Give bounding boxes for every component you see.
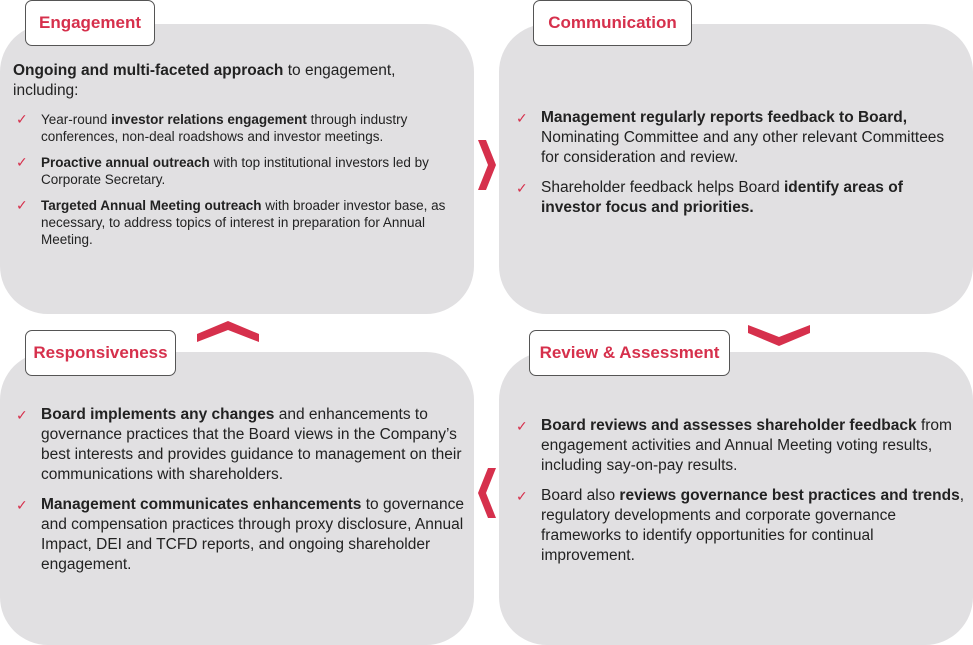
check-icon: ✓: [16, 497, 28, 513]
communication-list: [513, 108, 965, 218]
item-bold: investor relations engagement: [111, 112, 307, 127]
chevron-down-icon: [748, 323, 810, 347]
item-bold: Board reviews and assesses shareholder feedback: [541, 417, 917, 434]
review-assessment-list: [513, 416, 965, 566]
engagement-title: Engagement: [25, 0, 155, 46]
list-item: [13, 111, 465, 145]
check-icon: ✓: [516, 110, 528, 126]
check-icon: ✓: [516, 180, 528, 196]
item-bold: identify areas of investor focus and priorities.: [541, 179, 903, 216]
item-bold: Management communicates enhancements: [41, 496, 362, 513]
engagement-intro-bold: Ongoing and multi-faceted approach: [13, 62, 284, 79]
check-icon: ✓: [16, 154, 28, 170]
item-text: to governance and compensation practices through proxy disclosure, Annual Impact, DEI and TCFD reports, and ongoing shareholder engagement.: [41, 496, 464, 573]
item-bold: Proactive annual outreach: [41, 155, 210, 170]
list-item: [513, 178, 965, 218]
item-text: Board also: [541, 487, 620, 504]
item-text: and enhancements to governance practices that the Board views in the Company’s best interests and provides guidance to management on their communications with shareholders.: [41, 406, 462, 483]
item-text: , regulatory developments and corporate governance frameworks to identify opportunities for continual improvement.: [541, 487, 965, 564]
check-icon: ✓: [16, 197, 28, 213]
item-text: from engagement activities and Annual Meeting voting results, including say-on-pay results.: [541, 417, 952, 474]
item-bold: Targeted Annual Meeting outreach: [41, 198, 262, 213]
item-text: Nominating Committee and any other relevant Committees for consideration and review.: [541, 129, 945, 166]
check-icon: ✓: [516, 488, 528, 504]
communication-content: [513, 108, 965, 228]
communication-title: Communication: [533, 0, 692, 46]
check-icon: ✓: [16, 111, 28, 127]
item-text: Shareholder feedback helps Board: [541, 179, 784, 196]
list-item: [513, 416, 965, 476]
chevron-up-icon: [197, 320, 259, 344]
item-text: with broader investor base, as necessary, to address topics of interest in preparation for Annual Meeting.: [41, 198, 446, 247]
review-assessment-content: [513, 416, 965, 576]
list-item: [13, 154, 465, 188]
item-bold: Board implements any changes: [41, 406, 275, 423]
item-bold: Management regularly reports feedback to Board,: [541, 109, 908, 126]
chevron-right-icon: [476, 140, 498, 190]
list-item: [513, 486, 965, 566]
chevron-left-icon: [476, 468, 498, 518]
item-text: with top institutional investors led by Corporate Secretary.: [41, 155, 429, 187]
list-item: [13, 197, 465, 248]
engagement-intro: [13, 61, 465, 101]
engagement-content: [13, 61, 465, 257]
review-assessment-title: Review & Assessment: [529, 330, 730, 376]
list-item: [13, 495, 465, 575]
responsiveness-title: Responsiveness: [25, 330, 176, 376]
check-icon: ✓: [516, 418, 528, 434]
check-icon: ✓: [16, 407, 28, 423]
item-text: Year-round: [41, 112, 112, 127]
list-item: [513, 108, 965, 168]
engagement-intro-rest: to engagement, including:: [13, 62, 396, 99]
responsiveness-content: [13, 405, 465, 585]
item-bold: reviews governance best practices and trends: [619, 487, 960, 504]
item-text: through industry conferences, non-deal roadshows and investor meetings.: [41, 112, 408, 144]
list-item: [13, 405, 465, 485]
engagement-list: [13, 111, 465, 248]
responsiveness-list: [13, 405, 465, 575]
